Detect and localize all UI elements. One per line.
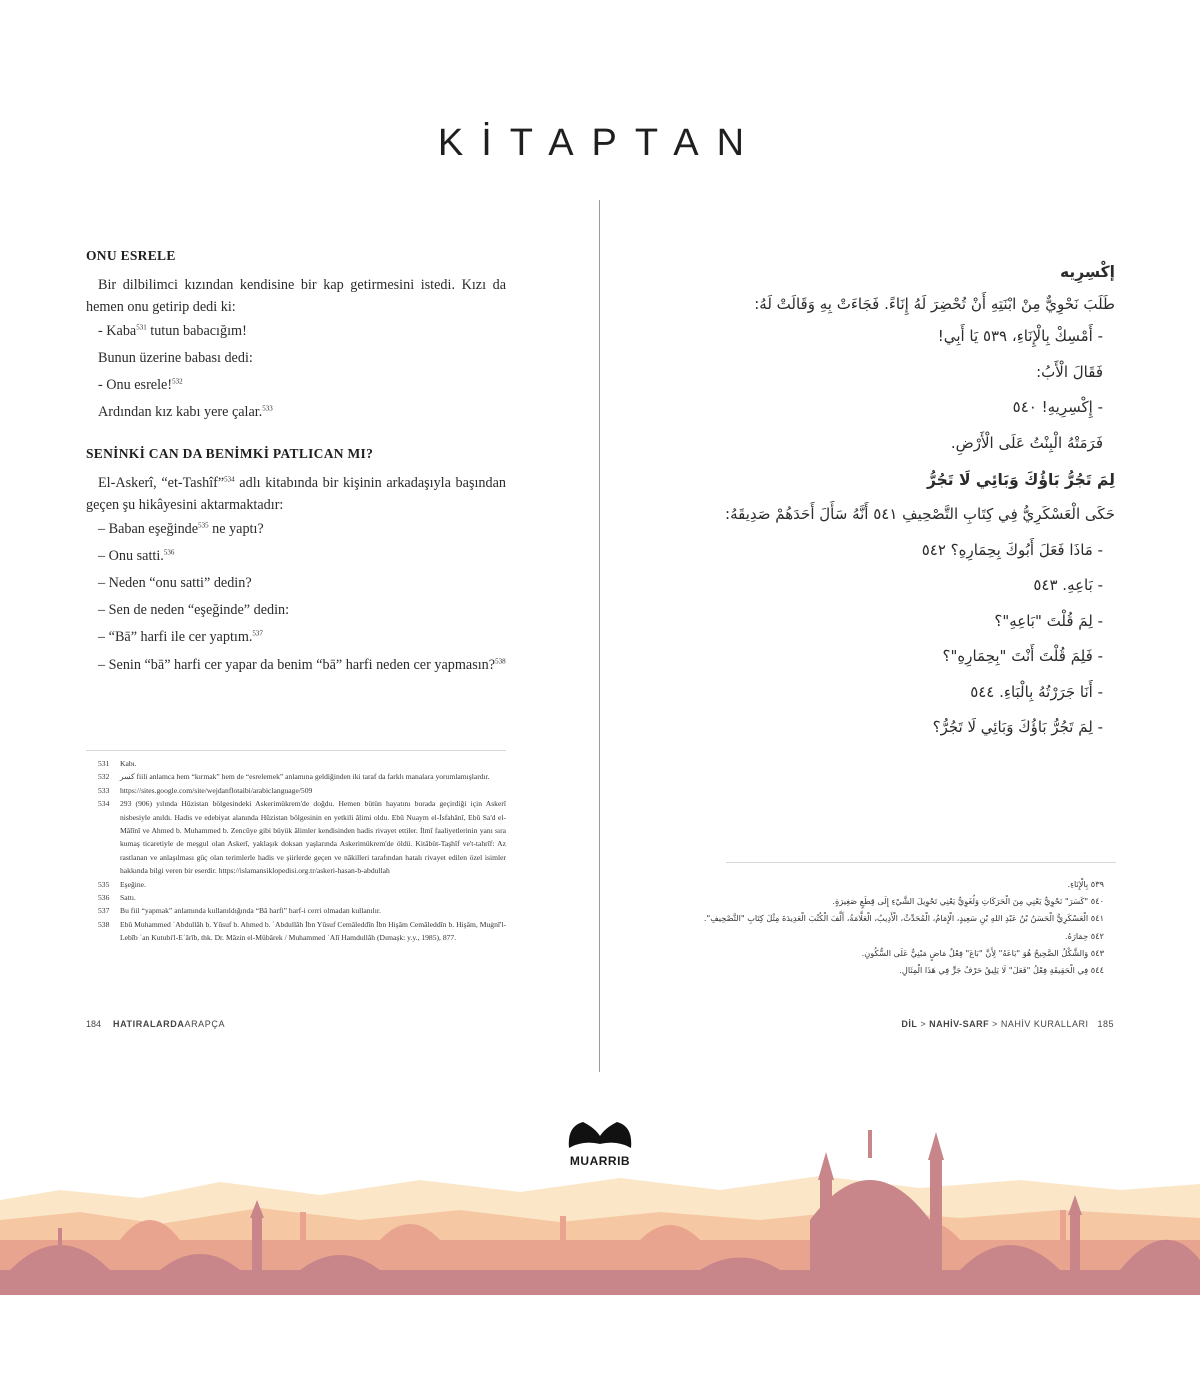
footnote-ref[interactable]: 536 [163, 548, 175, 557]
arabic-line: فَرَمَتْهُ الْبِنْتُ عَلَى الْأَرْضِ. [950, 433, 1103, 452]
page-footer-right: DİL > NAHİV-SARF > NAHİV KURALLARI 185 [901, 1019, 1114, 1029]
footnote-ref[interactable]: 532 [172, 377, 183, 386]
page-number: 184 [86, 1019, 102, 1029]
dialogue-line: – Baban eşeğinde$^{535}$ ne yaptı? [98, 521, 264, 537]
footnote: ٥٣٩ بِالْإِنَاءِ. [1067, 879, 1104, 889]
footnote-ref[interactable]: 533 [262, 404, 273, 413]
book-title-suffix: ARAPÇA [184, 1019, 226, 1029]
dialogue-line: – Neden “onu satti” dedin? [98, 575, 252, 591]
arabic-line: - مَاذَا فَعَلَ أَبُوكَ بِحِمَارِهِ؟ ٥٤٢ [921, 540, 1103, 559]
arabic-line: - فَلِمَ قُلْتَ أَنْتَ "بِحِمَارِهِ"؟ [942, 647, 1103, 665]
footnote-link[interactable]: https://sites.google.com/site/wejdanflotaibi/arabiclanguage/509 [120, 785, 313, 795]
publisher-logo [555, 1118, 645, 1168]
footnote-ref[interactable]: 531 [136, 323, 147, 332]
arabic-heading: إكْسِرِيه [1060, 263, 1115, 281]
footnotes-right [690, 876, 1104, 979]
footnote-ref[interactable]: 534 [224, 475, 235, 484]
dialogue-line: – Onu satti.$^{536}$ [98, 548, 175, 564]
footnote-ref[interactable]: 537 [252, 629, 263, 638]
dialogue-line: - Kaba$^{531}$ tutun babacığım! [98, 323, 247, 339]
arabic-line: - لِمَ قُلْتَ "بَاعِهِ"؟ [994, 611, 1103, 630]
footnote: 538 Ebû Muhammed ʿAbdullâh b. Yûsuf b. Ahmed b. ʿAbdullâh İbn Yûsuf Cemâleddîn İbn Hişâm Cemâleddîn b. Hişâm, Muġnī'l-Lebīb ʿan Kutubi'l-Eʿārīb, thk. Dr. Mâzin el-Mübârek / Muhammed ʿAlî Hamdullâh (Dımaşk: y.y., 1985), 877. [98, 919, 506, 943]
dialogue-line: Ardından kız kabı yere çalar.$^{533}$ [98, 404, 273, 420]
footnote: 532 كسر fiili anlamca hem “kırmak” hem de “esrelemek” anlamına geldiğinden iki taraf da farklı manalara yorumlamışlardır. [98, 772, 490, 782]
breadcrumb-item: NAHİV KURALLARI [1000, 1019, 1089, 1029]
footnote-rule [726, 862, 1116, 863]
arabic-paragraph: طَلَبَ نَحْوِيٌّ مِنْ ابْنَتِهِ أَنْ تُحْضِرَ لَهُ إِنَاءً. فَجَاءَتْ بِهِ وَقَالَتْ لَهُ: [754, 295, 1115, 313]
footnote: 534 293 (906) yılında Hûzistan bölgesindeki Askerimükrem'de doğdu. Hemen bütün hayatını burada geçirdiği için Askerî nisbesiyle anıldı. Hadis ve edebiyat alanında Hûzistan bölgesinin en yetkili âlimi oldu. Ebû Nuaym el-İsfahânî, Ebû Sa'd el-Mâlînî ve Ahmed b. Muhammed b. Zencûye gibi büyük âlimler kendisinden hadis rivayet ettiler. İlmî faaliyetlerinin yanı sıra kumaş ticaretiyle de meşgul olan Askerî, yaklaşık doksan yaşlarında Askerimükrem'de öldü. Kitâbüt-Taşhîf ve't-tahrîf: Az rastlanan ve anlaşılması güç olan terimlerle hadis ve şiirlerde geçen ve nâkilleri tarafından hatalı rivayet edilen özel isimler hakkında bilgi veren bir eserdir. https://islamansiklopedisi.org.tr/askeri-hasan-b-abdullah [98, 799, 506, 876]
breadcrumb-item: DİL [901, 1019, 918, 1029]
page-number: 185 [1097, 1019, 1114, 1029]
footnote-ref[interactable]: 535 [198, 521, 209, 530]
footnote: 536 Sattı. [98, 893, 136, 903]
muarrib-logo-icon [565, 1118, 635, 1152]
arabic-line: - أَمْسِكْ بِالْإِنَاءِ، ٥٣٩ يَا أَبِي! [937, 327, 1103, 345]
arabic-line: - أَنَا جَرَرْتُهُ بِالْبَاءِ. ٥٤٤ [970, 682, 1103, 701]
publisher-name: MUARRIB [569, 1154, 631, 1168]
footnote: ٥٤١ الْعَسْكَرِيُّ الْحَسَنُ بْنُ عَبْدِ اللهِ بْنِ سَعِيدٍ، الْإِمَامُ، الْمُحَدِّثُ، الْأَدِيبُ، الْعَلَّامَةُ، أَلَّفَ الْكُتُبَ الْعَدِيدَةَ مِثْلَ كِتَابِ "التَّصْحِيفِ". [703, 913, 1104, 924]
spine-divider [599, 200, 600, 1072]
footnote: 531 Kabı. [98, 759, 137, 768]
footnote: 537 Bu fiil “yapmak” anlamında kullanıldığında “Bā harfi” harf-i cerri olmadan kullanılır. [98, 906, 381, 916]
footnote: 533 https://sites.google.com/site/wejdanflotaibi/arabiclanguage/509 [98, 784, 506, 797]
dialogue-line: - Onu esrele!$^{532}$ [98, 377, 183, 393]
right-page [700, 255, 1115, 746]
footnote: ٥٤٤ فِي الْحَقِيقَةِ فِعْلُ "فَعَلَ" لَا يَلِيقُ حَرْفُ جَرٍّ فِي هَذَا الْمِثَالِ. [899, 965, 1104, 976]
arabic-line: - بَاعِهِ. ٥٤٣ [1033, 576, 1103, 594]
book-title: HATIRALARDA [113, 1019, 185, 1029]
arabic-heading: لِمَ تَجُرُّ بَاؤُكَ وَبَائِي لَا تَجُرُّ [926, 471, 1115, 489]
breadcrumb-item: NAHİV-SARF [929, 1019, 990, 1029]
paragraph: El-Askerî, “et-Tashîf”$^{534}$ adlı kitabında bir kişinin arkadaşıyla başından geçen şu hikâyesini aktarmaktadır: [86, 475, 506, 513]
dialogue-line: – Sen de neden “eşeğinde” dedin: [98, 602, 290, 618]
footnote: 535 Eşeğine. [98, 879, 146, 889]
dialogue-line: Bunun üzerine babası dedi: [98, 350, 253, 366]
arabic-paragraph: حَكَى الْعَسْكَرِيُّ فِي كِتَابِ التَّصْحِيفِ ٥٤١ أَنَّهُ سَأَلَ أَحَدَهُمْ صَدِيقَهُ: [725, 505, 1115, 523]
paragraph: Bir dilbilimci kızından kendisine bir kap getirmesini istedi. Kızı da hemen onu getirip dedi ki: [86, 277, 506, 315]
section-heading: ONU ESRELE [86, 248, 176, 263]
footnote: ٥٤٢ حِمَارَهُ. [1065, 930, 1104, 941]
page-footer-left [86, 1019, 225, 1029]
arabic-line: - إِكْسِرِيهِ! ٥٤٠ [1012, 398, 1103, 416]
dialogue-line: – “Bā” harfi ile cer yaptım.$^{537}$ [98, 629, 263, 645]
section-heading: SENİNKİ CAN DA BENİMKİ PATLICAN MI? [86, 446, 374, 461]
dialogue-line: – Senin “bā” harfi cer yapar da benim “bā” harfi neden cer yapmasın?$^{538}$ [98, 657, 506, 673]
footnote-ref[interactable]: 538 [495, 657, 506, 666]
footnote: ٥٤٣ وَالشَّكْلُ الصَّحِيحُ هُوَ "بَاعَهُ" لِأَنَّ "بَاعَ" فِعْلٌ مَاضٍ مَبْنِيٌّ عَلَى السُّكُونِ. [861, 947, 1104, 958]
footnote: ٥٤٠ "كَسَرَ" نَحْوِيٌّ يَعْنِي مِنَ الْحَرَكَاتِ وَلُغَوِيٌّ يَعْنِي تَحْوِيلَ الشَّيْءِ إِلَى قِطَعٍ صَغِيرَةٍ. [832, 896, 1104, 907]
arabic-line: - لِمَ تَجُرُّ بَاؤُكَ وَبَائِي لَا تَجُرُّ؟ [932, 718, 1103, 736]
arabic-line: فَقَالَ الْأَبُ: [1036, 362, 1103, 381]
page-title: KİTAPTAN [437, 122, 763, 164]
footnote-rule [86, 750, 506, 751]
left-page [86, 248, 506, 676]
footnotes-left [98, 757, 506, 945]
